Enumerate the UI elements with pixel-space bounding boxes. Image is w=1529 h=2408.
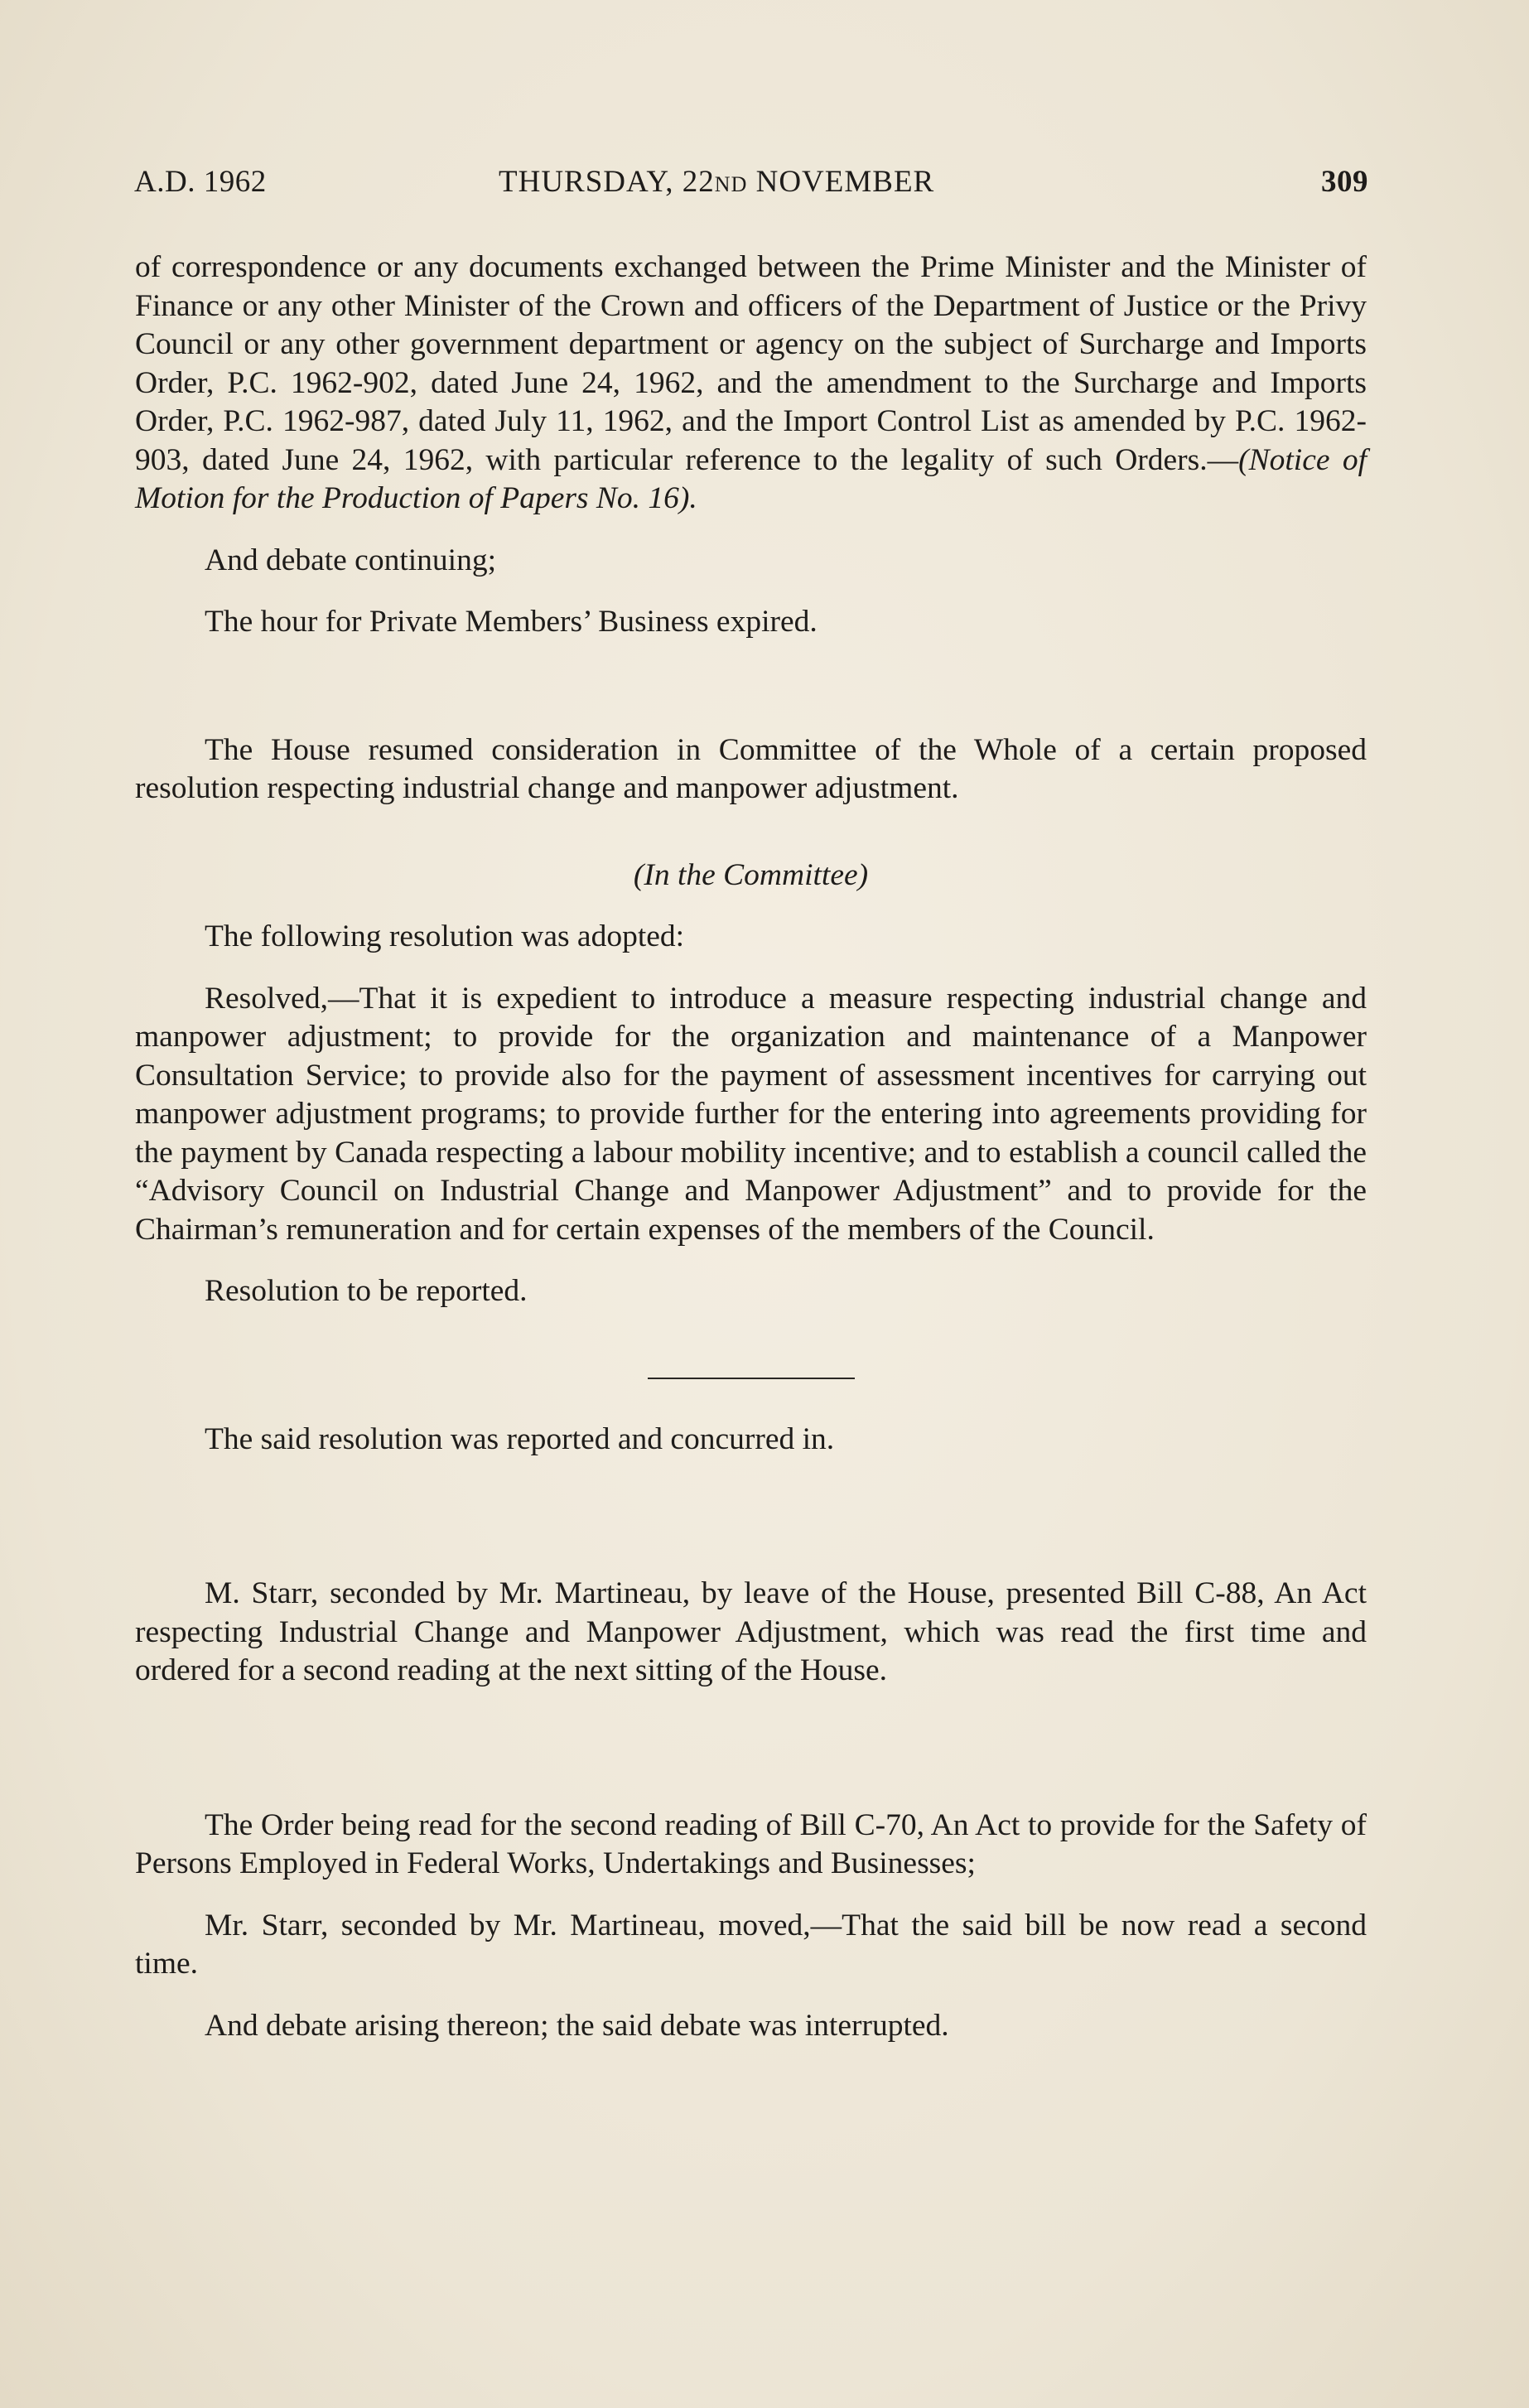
paragraph-resolution-reported: Resolution to be reported.	[205, 1274, 528, 1308]
section-divider	[648, 1378, 855, 1379]
paragraph-resolution-adopted: The following resolution was adopted:	[205, 919, 685, 953]
notice-of-motion-reference: (Notice of Motion for the Production of Papers No. 16).	[135, 442, 1367, 515]
paragraph-concurred: The said resolution was reported and concurred in.	[205, 1421, 835, 1456]
header-date-suffix: NOVEMBER	[747, 165, 935, 199]
paragraph-resolved: Resolved,—That it is expedient to introduce a measure respecting industrial change and manpower adjustment; to provide for the organization and maintenance of a Manpower Consultation Service; to provide also for the payment of assessment incentives for carrying out manpower adjustment programs; to provide further for the entering into agreements providing for the payment by Canada respecting a labour mobility incentive; and to establish a council called the “Advisory Council on Industrial Change and Manpower Adjustment” and to provide for the Chairman’s remuneration and for certain expenses of the members of the Council.	[135, 981, 1367, 1247]
paragraph-hour-expired: The hour for Private Members’ Business expired.	[205, 605, 818, 639]
paragraph-bill-c70-order: The Order being read for the second reading of Bill C-70, An Act to provide for the Safety of Persons Employed in Federal Works, Undertakings and Businesses;	[135, 1807, 1367, 1880]
page-body	[135, 249, 1367, 2045]
paragraph-correspondence	[135, 249, 1367, 519]
paragraph-debate-continuing: And debate continuing;	[205, 543, 497, 577]
header-date-ordinal: ND	[714, 172, 748, 196]
paragraph-second-reading-motion: Mr. Starr, seconded by Mr. Martineau, moved,—That the said bill be now read a second time.	[135, 1908, 1367, 1981]
page-header	[134, 164, 1368, 209]
header-date-prefix: THURSDAY, 22	[499, 165, 715, 199]
paragraph-bill-c88: M. Starr, seconded by Mr. Martineau, by leave of the House, presented Bill C-88, An Act respecting Industrial Change and Manpower Adjustment, which was read the first time and ordered for a second reading at the next sitting of the House.	[135, 1576, 1367, 1687]
paragraph-debate-interrupted: And debate arising thereon; the said debate was interrupted.	[205, 2008, 949, 2043]
paragraph-correspondence-text: of correspondence or any documents exchanged between the Prime Minister and the Minister of Finance or any other Minister of the Crown and officers of the Department of Justice or the Privy Council or any other government department or agency on the subject of Surcharge and Imports Order, P.C. 1962-902, dated June 24, 1962, and the amendment to the Surcharge and Imports Order, P.C. 1962-987, dated July 11, 1962, and the Import Control List as amended by P.C. 1962-903, dated June 24, 1962, with particular reference to the legality of such Orders.—	[135, 250, 1367, 477]
committee-heading: (In the Committee)	[633, 857, 869, 892]
header-year: A.D. 1962	[134, 165, 267, 199]
header-date	[499, 164, 934, 200]
page-number: 309	[1321, 165, 1368, 199]
paragraph-house-resumed: The House resumed consideration in Committee of the Whole of a certain proposed resolution respecting industrial change and manpower adjustment.	[135, 732, 1367, 805]
